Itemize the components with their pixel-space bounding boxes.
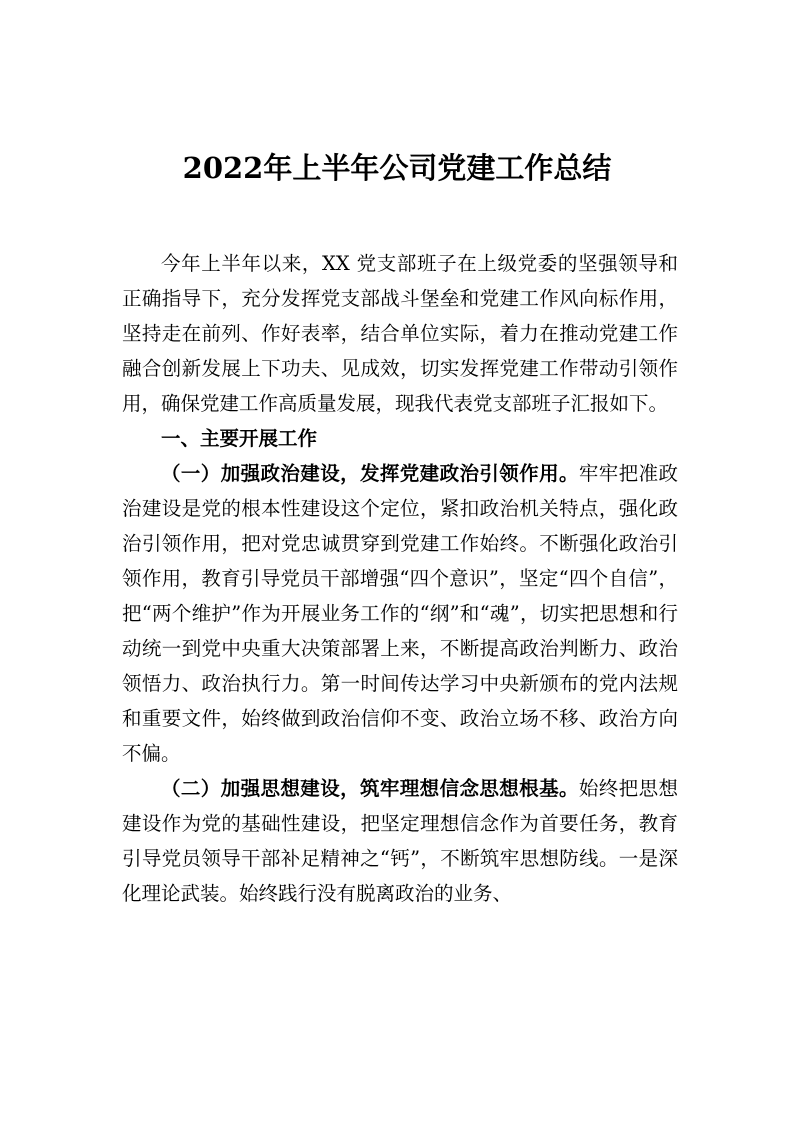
item-2-body: 始终把思想建设作为党的基础性建设，把坚定理想信念作为首要任务，教育引导党员领导干部补足精神之“钙”，不断筑牢思想防线。一是深化理论武装。始终践行没有脱离政治的业务、 — [122, 777, 678, 905]
item-1-paragraph — [122, 456, 678, 771]
item-1-lead: （一）加强政治建设，发挥党建政治引领作用。 — [161, 462, 579, 485]
item-2-lead: （二）加强思想建设，筑牢理想信念思想根基。 — [161, 777, 579, 800]
item-2-paragraph — [122, 771, 678, 911]
section-heading-main-work: 一、主要开展工作 — [161, 427, 318, 450]
item-1-body: 牢牢把准政治建设是党的根本性建设这个定位，紧扣政治机关特点，强化政治引领作用，把对党忠诚贯穿到党建工作始终。不断强化政治引领作用，教育引导党员干部增强“四个意识”，坚定“四个自信”，把“两个维护”作为开展业务工作的“纲”和“魂”，切实把思想和行动统一到党中央重大决策部署上来，不断提高政治判断力、政治领悟力、政治执行力。第一时间传达学习中央新颁布的党内法规和重要文件，始终做到政治信仰不变、政治立场不移、政治方向不偏。 — [122, 462, 678, 765]
intro-paragraph: 今年上半年以来，XX 党支部班子在上级党委的坚强领导和正确指导下，充分发挥党支部战斗堡垒和党建工作风向标作用，坚持走在前列、作好表率，结合单位实际，着力在推动党建工作融合创新发展上下功夫、见成效，切实发挥党建工作带动引领作用，确保党建工作高质量发展，现我代表党支部班子汇报如下。 — [122, 252, 678, 415]
document-body — [122, 246, 678, 911]
document-title: 2022年上半年公司党建工作总结 — [182, 151, 612, 185]
